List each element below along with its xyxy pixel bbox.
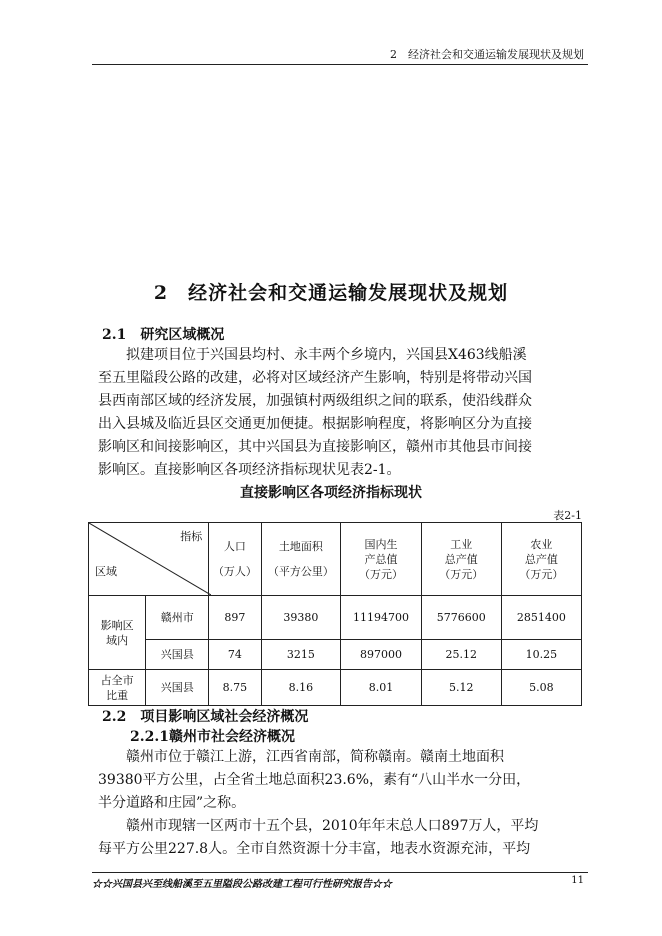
row-name: 赣州市 — [146, 596, 209, 640]
column-header: 国内生 产总值 （万元） — [341, 523, 421, 596]
table-cell: 74 — [209, 640, 261, 670]
corner-region-label: 区域 — [95, 565, 117, 578]
table-cell: 25.12 — [421, 640, 501, 670]
table-cell: 10.25 — [501, 640, 581, 670]
row-group-label: 占全市 比重 — [89, 670, 146, 706]
paragraph-line: 县西南部区域的经济发展，加强镇村两级组织之间的联系，使沿线群众 — [98, 393, 532, 409]
table-cell: 897000 — [341, 640, 421, 670]
row-name: 兴国县 — [146, 670, 209, 706]
table-corner-cell — [89, 523, 209, 596]
paragraph-line: 39380平方公里，占全省土地总面积23.6%，素有“八山半水一分田， — [98, 772, 531, 788]
paragraph-line: 半分道路和庄园”之称。 — [98, 795, 246, 811]
footer-text: ☆☆兴国县兴至线船溪至五里隘段公路改建工程可行性研究报告☆☆ — [92, 879, 392, 890]
paragraph-line: 影响区和间接影响区，其中兴国县为直接影响区，赣州市其他县市间接 — [98, 439, 532, 455]
corner-indicator-label: 指标 — [180, 530, 203, 543]
column-header: 土地面积 （平方公里） — [261, 523, 341, 596]
table-cell: 8.75 — [209, 670, 261, 706]
paragraph-line: 赣州市现辖一区两市十五个县，2010年年末总人口897万人，平均 — [126, 818, 539, 834]
table-cell: 897 — [209, 596, 261, 640]
column-header: 工业 总产值 （万元） — [421, 523, 501, 596]
table-cell: 2851400 — [501, 596, 581, 640]
table-cell: 5.12 — [421, 670, 501, 706]
table-cell: 8.01 — [341, 670, 421, 706]
page-header — [92, 38, 588, 65]
section-2-2-heading: 2.2 项目影响区域社会经济概况 — [102, 709, 309, 725]
paragraph-line: 影响区。直接影响区各项经济指标现状见表2-1。 — [98, 462, 401, 478]
paragraph-line: 赣州市位于赣江上游，江西省南部，简称赣南。赣南土地面积 — [126, 749, 504, 765]
header-text: 2 经济社会和交通运输发展现状及规划 — [390, 48, 584, 61]
section-2-2-1-heading: 2.2.1赣州市社会经济概况 — [130, 729, 295, 745]
table-cell: 39380 — [261, 596, 341, 640]
section-2-1-body — [98, 344, 532, 482]
table-cell: 8.16 — [261, 670, 341, 706]
section-2-1-heading: 2.1 研究区域概况 — [102, 327, 225, 343]
row-name: 兴国县 — [146, 640, 209, 670]
table-cell: 11194700 — [341, 596, 421, 640]
paragraph-line: 拟建项目位于兴国县均村、永丰两个乡境内，兴国县X463线船溪 — [126, 347, 527, 363]
economic-indicators-table — [88, 522, 582, 706]
paragraph-line: 至五里隘段公路的改建，必将对区域经济产生影响，特别是将带动兴国 — [98, 370, 532, 386]
table-cell: 5776600 — [421, 596, 501, 640]
page-number: 11 — [571, 875, 584, 886]
row-group-label: 影响区 域内 — [89, 596, 146, 670]
table-row — [89, 596, 582, 640]
section-2-2-1-body — [98, 746, 538, 861]
table-cell: 3215 — [261, 640, 341, 670]
paragraph-line: 出入县城及临近县区交通更加便捷。根据影响程度，将影响区分为直接 — [98, 416, 532, 432]
column-header: 人口 （万人） — [209, 523, 261, 596]
table-header-row — [89, 523, 582, 596]
column-header: 农业 总产值 （万元） — [501, 523, 581, 596]
table-caption: 直接影响区各项经济指标现状 — [240, 485, 422, 501]
paragraph-line: 每平方公里227.8人。全市自然资源十分丰富，地表水资源充沛，平均 — [98, 841, 531, 857]
chapter-title: 2 经济社会和交通运输发展现状及规划 — [153, 282, 509, 304]
table-row — [89, 640, 582, 670]
table-cell: 5.08 — [501, 670, 581, 706]
page-footer — [92, 872, 588, 890]
table-label: 表2-1 — [553, 509, 582, 522]
table-row — [89, 670, 582, 706]
